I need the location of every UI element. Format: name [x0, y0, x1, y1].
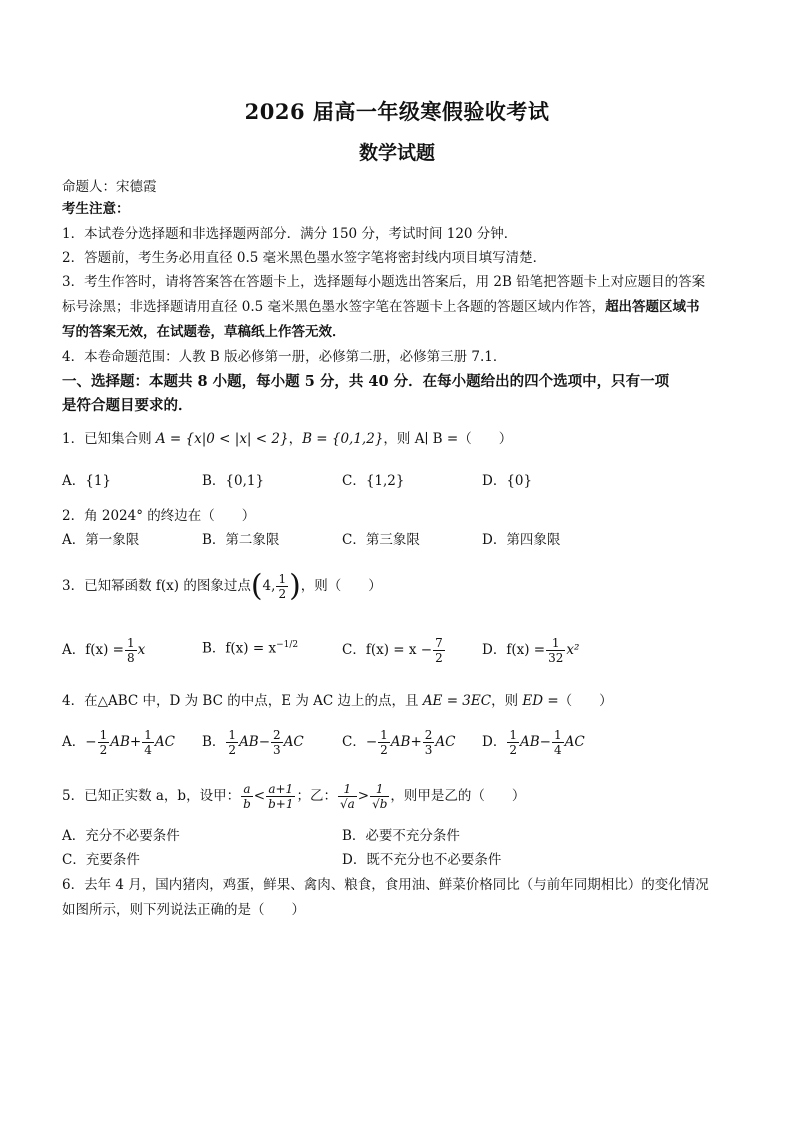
q1-set-a: A = {x|0 < |x| < 2} — [155, 431, 289, 447]
section1-heading-cont: 是符合题目要求的． — [62, 397, 193, 414]
notice-3-line2: 标号涂黑；非选择题请用直径 0.5 毫米黑色墨水签字笔在答题卡上各题的答题区域内作答， — [62, 299, 606, 315]
notice-3-cont — [62, 298, 700, 316]
exam-title: 2026 届高一年级寒假验收考试 — [244, 99, 550, 124]
q2-option-d: D．第四象限 — [482, 532, 561, 548]
q1-set-b: B = {0,1,2} — [302, 431, 384, 447]
q4-option-b: B． $\frac{1}{2}$ AB− $\frac{2}{3}$ AC — [202, 728, 304, 757]
q5-option-a: A．充分不必要条件 — [62, 828, 180, 844]
q3-stem-a: 3．已知幂函数 f(x) 的图象过点 — [62, 578, 251, 594]
q5-option-b: B．必要不充分条件 — [342, 828, 460, 844]
q6-stem-cont: 如图所示，则下列说法正确的是（ ） — [62, 902, 305, 918]
q2-option-a: A．第一象限 — [62, 532, 140, 548]
q6-stem: 6．去年 4 月，国内猪肉，鸡蛋，鲜果、禽肉、粮食，食用油、鲜菜价格同比（与前年同期相比）的变化情况 — [62, 877, 709, 893]
q4-option-d: D． $\frac{1}{2}$ AB− $\frac{1}{4}$ AC — [482, 728, 585, 757]
q3-point-x: 4, — [262, 578, 276, 594]
notice-4: 4．本卷命题范围：人教 B 版必修第一册，必修第二册，必修第三册 7.1． — [62, 349, 507, 365]
q3-point-frac: $\frac{1}{2}$ — [278, 572, 287, 601]
q4-option-c: C．− $\frac{1}{2}$ AB+ $\frac{2}{3}$ AC — [342, 728, 456, 757]
exam-subtitle: 数学试题 — [358, 142, 435, 164]
notice-1: 1．本试卷分选择题和非选择题两部分．满分 150 分，考试时间 120 分钟． — [62, 226, 518, 242]
q3-option-b: B．$f(x) = x^{-1/2}$ — [202, 640, 299, 657]
q2-stem: 2．角 2024° 的终边在（ ） — [62, 508, 256, 524]
notice-3-bold: 超出答题区域书 — [605, 299, 700, 315]
q4-vector-ed: ED — [522, 693, 544, 709]
q4-vector-eq: AE = 3EC — [422, 693, 492, 709]
q1-option-d: D．{0} — [482, 473, 533, 489]
q4-option-a: A．− $\frac{1}{2}$ AB+ $\frac{1}{4}$ AC — [62, 728, 175, 757]
q3-stem: 3．已知幂函数 f(x) 的图象过点(4, $\frac{1}{2}$ )，则（ ） — [62, 568, 382, 604]
q5-stem: 5．已知正实数 a，b，设甲： $\frac{a}{b}$ < $\frac{a+1}{b+1}$ ；乙： $\frac{1}{√a}$ > $\frac{1}{√b}$ ，则甲是乙的（ ） — [62, 782, 526, 811]
q1-stem-c: ， — [288, 431, 303, 447]
author-line: 命题人：宋德霞 — [62, 179, 157, 195]
q3-option-d: D．f(x) = $\frac{1}{32}$ x² — [482, 636, 580, 665]
q1-stem — [62, 430, 512, 448]
q3-option-c: C．f(x) = x − $\frac{7}{2}$ — [342, 636, 443, 665]
section1-heading: 一、选择题：本题共 8 小题，每小题 5 分，共 40 分．在每小题给出的四个选项中，只有一项 — [62, 373, 670, 390]
q4-stem: 4．在△ABC 中，D 为 BC 的中点，E 为 AC 边上的点，且 AE = 3EC，则 ED =（ ） — [62, 693, 613, 709]
q1-stem-a: 1．已知集合则 — [62, 431, 156, 447]
notice-3-line3: 写的答案无效，在试题卷，草稿纸上作答无效． — [62, 324, 346, 340]
q1-option-a: A．{1} — [62, 473, 112, 489]
q1-option-b: B．{0,1} — [202, 473, 265, 489]
q2-option-b: B．第二象限 — [202, 532, 280, 548]
q1-option-c: C．{1,2} — [342, 473, 405, 489]
q3-option-a: A．f(x) = $\frac{1}{8}$ x — [62, 636, 146, 665]
q5-option-d: D．既不充分也不必要条件 — [342, 852, 502, 868]
q2-option-c: C．第三象限 — [342, 532, 420, 548]
notice-2: 2．答题前，考生务必用直径 0.5 毫米黑色墨水签字笔将密封线内项目填写清楚． — [62, 250, 547, 266]
notice-3: 3．考生作答时，请将答案答在答题卡上，选择题每小题选出答案后，用 2B 铅笔把答题卡上对应题目的答案 — [62, 274, 706, 290]
q5-option-c: C．充要条件 — [62, 852, 140, 868]
q3-stem-b: ，则（ ） — [300, 578, 382, 594]
notice-heading: 考生注意： — [62, 201, 130, 217]
q1-stem-e: ，则 A∣ B =（ ） — [383, 431, 513, 447]
